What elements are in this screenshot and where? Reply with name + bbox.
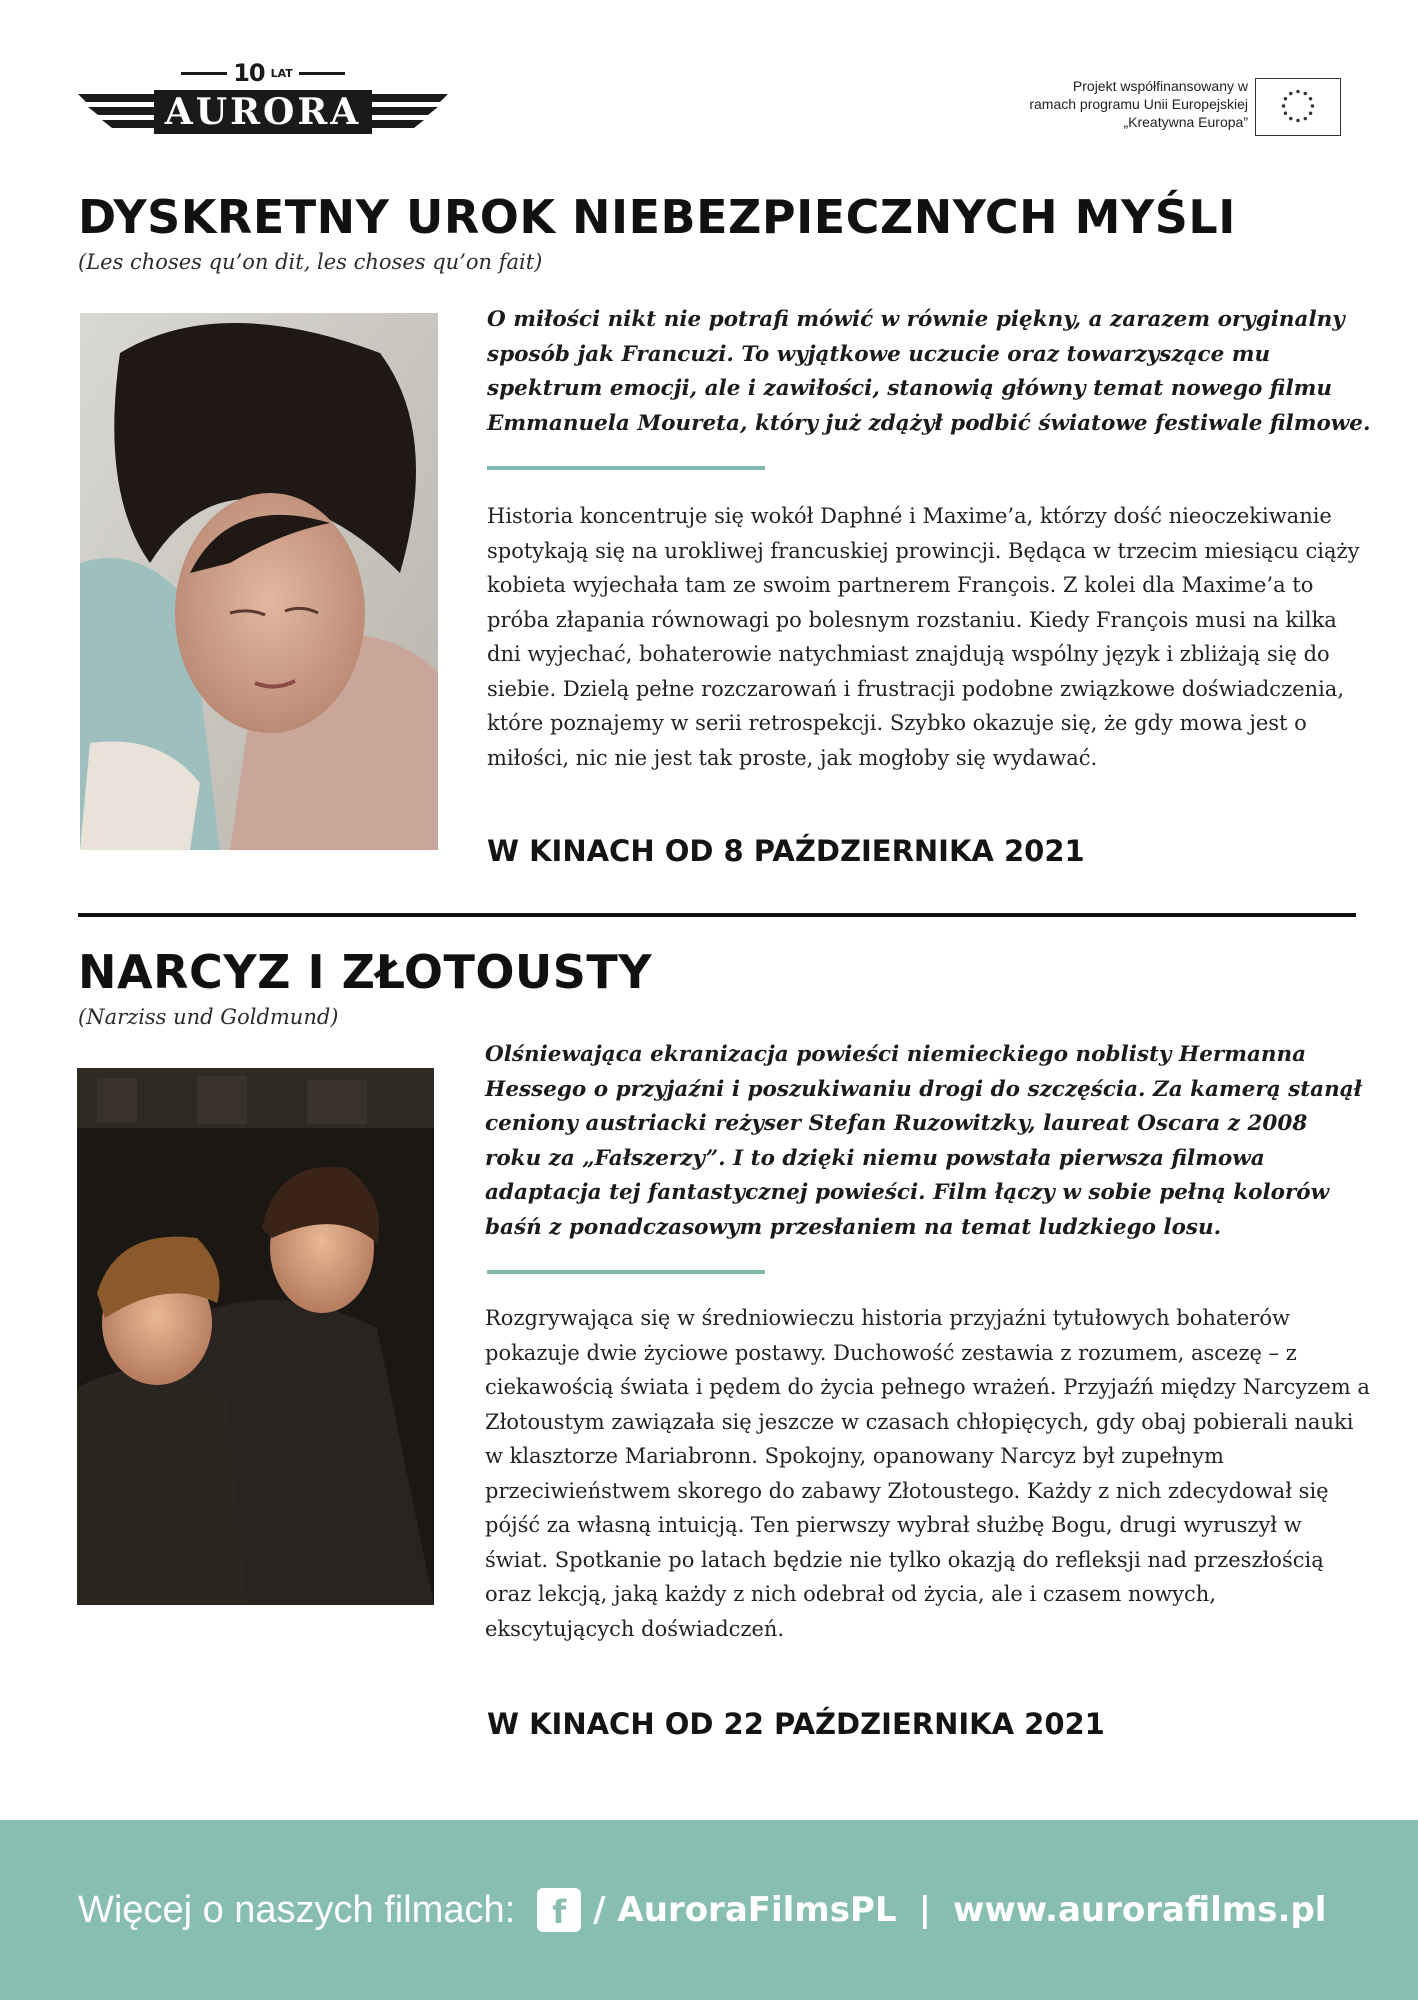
footer-label: Więcej o naszych filmach: xyxy=(78,1888,516,1931)
logo-anniversary-lat: LAT xyxy=(270,66,293,80)
logo-anniversary xyxy=(178,60,348,86)
eu-flag-icon xyxy=(1255,78,1341,136)
section-divider xyxy=(78,913,1356,917)
film-1-description: Historia koncentruje się wokół Daphné i Maxime’a, którzy dość nieoczekiwanie spotykają się na urokliwej francuskiej prowincji. Będąca w trzecim miesiącu ciąży kobieta wyjechała tam ze swoim partnerem François. Z kolei dla Maxime’a to próba złapania równowagi po bolesnym rozstaniu. Kiedy François musi na kilka dni wyjechać, bohaterowie natychmiast znajdują wspólny język i zbliżają się do siebie. Dzielą pełne rozczarowań i frustracji podobne związkowe doświadczenia, które poznajemy w serii retrospekcji. Szybko okazuje się, że gdy mowa jest o miłości, nic nie jest tak proste, jak mogłoby się wydawać. xyxy=(487,504,1360,770)
film-2-title: NARCYZ I ZŁOTOUSTY xyxy=(78,945,653,999)
eu-line: Projekt współfinansowany w xyxy=(1072,78,1248,94)
film-1-lead: O miłości nikt nie potrafi mówić w równie piękny, a zarazem oryginalny sposób jak Francuzi. To wyjątkowe uczucie oraz towarzyszące mu spektrum emocji, ale i zawiłości, stanowią główny temat nowego filmu Emmanuela Moureta, który już zdążył podbić światowe festiwale filmowe. xyxy=(487,307,1371,436)
facebook-icon[interactable]: f xyxy=(537,1888,581,1932)
facebook-handle-link[interactable]: / AuroraFilmsPL xyxy=(593,1890,897,1930)
film-2-still-image xyxy=(77,1068,434,1605)
footer-bar xyxy=(0,1820,1418,2000)
website-link[interactable]: www.aurorafilms.pl xyxy=(952,1890,1327,1930)
eu-line: „Kreatywna Europa” xyxy=(1123,114,1248,130)
footer-separator: | xyxy=(918,1890,931,1930)
film-2-accent-rule xyxy=(487,1270,765,1274)
aurora-logo xyxy=(78,60,448,140)
logo-anniversary-number: 10 xyxy=(233,59,265,87)
film-1-still-image xyxy=(80,313,438,850)
eu-line: ramach programu Unii Europejskiej xyxy=(1029,96,1248,112)
film-2-description: Rozgrywająca się w średniowieczu historia przyjaźni tytułowych bohaterów pokazuje dwie życiowe postawy. Duchowość zestawia z rozumem, ascezę – z ciekawością świata i pędem do życia pełnego wrażeń. Przyjaźń między Narcyzem a Złotoustym zawiązała się jeszcze w czasach chłopięcych, gdy obaj pobierali nauki w klasztorze Mariabronn. Spokojny, opanowany Narcyz był zupełnym przeciwieństwem skorego do zabawy Złotoustego. Każdy z nich zdecydował się pójść za własną intuicją. Ten pierwszy wybrał służbę Bogu, drugi wyruszył w świat. Spotkanie po latach będzie nie tylko okazją do refleksji nad przeszłością oraz lekcją, jaką każdy z nich odebrał od życia, ale i czasem nowych, ekscytujących doświadczeń. xyxy=(485,1306,1370,1641)
footer-links xyxy=(78,1882,1326,1938)
film-2-lead: Olśniewająca ekranizacja powieści niemieckiego noblisty Hermanna Hessego o przyjaźni i poszukiwaniu drogi do szczęścia. Za kamerą stanął ceniony austriacki reżyser Stefan Ruzowitzky, laureat Oscara z 2008 roku za „Fałszerzy”. I to dzięki niemu powstała pierwsza filmowa adaptacja tej fantastycznej powieści. Film łączy w sobie pełną kolorów baśń z ponadczasowym przesłaniem na temat ludzkiego losu. xyxy=(485,1042,1362,1240)
logo-name: AURORA xyxy=(154,90,372,134)
film-1-release-date: W KINACH OD 8 PAŹDZIERNIKA 2021 xyxy=(487,834,1085,868)
film-1-accent-rule xyxy=(487,466,765,470)
film-1-title: DYSKRETNY UROK NIEBEZPIECZNYCH MYŚLI xyxy=(78,190,1236,244)
eu-cofinancing-text xyxy=(888,77,1248,131)
film-1-original-title: (Les choses qu’on dit, les choses qu’on fait) xyxy=(78,250,543,274)
film-2-original-title: (Narziss und Goldmund) xyxy=(78,1005,339,1029)
film-2-release-date: W KINACH OD 22 PAŹDZIERNIKA 2021 xyxy=(487,1707,1105,1741)
